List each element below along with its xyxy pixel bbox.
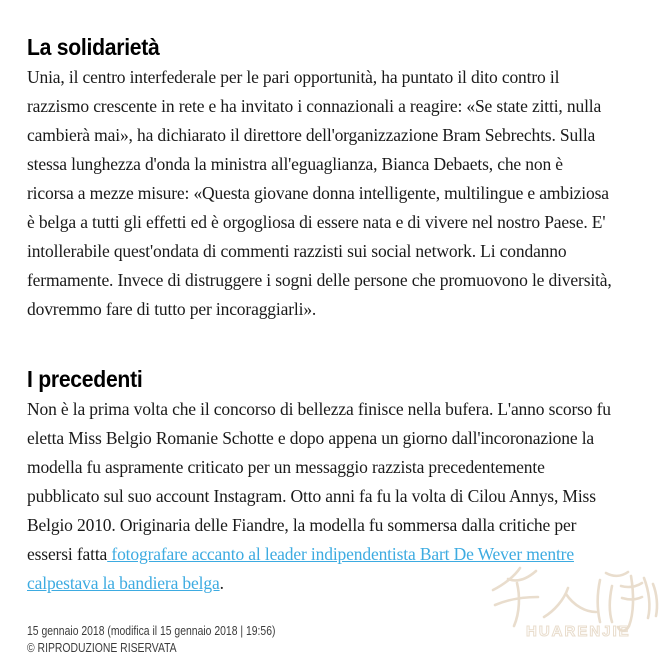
article-footer [27,622,612,656]
copyright-notice: © RIPRODUZIONE RISERVATA [27,640,177,655]
watermark-label: HUARENJIE [526,623,631,640]
article-section-solidarieta [27,34,612,324]
paragraph-text: Non è la prima volta che il concorso di bellezza finisce nella bufera. L'anno scorso fu eletta Miss Belgio Romanie Schotte e dopo appena un giorno dall'incoronazione la modella fu aspramente criticato per un messaggio razzista precedentemente pubblicato sul suo account Instagram. Otto anni fa fu la volta di Cilou Annys, Miss Belgio 2010. Originaria delle Fiandre, la modella fu sommersa dalla critiche per essersi fatta [27,399,611,564]
article-section-precedenti [27,366,612,598]
section-heading-precedenti: I precedenti [27,366,143,392]
section-heading-solidarieta: La solidarietà [27,34,160,60]
inline-link-bart-de-wever[interactable]: fotografare accanto al leader indipendentista Bart De Wever mentre calpestava la bandiera belga [27,544,574,593]
section-paragraph [27,395,612,598]
paragraph-text: Unia, il centro interfederale per le pari opportunità, ha puntato il dito contro il razzismo crescente in rete e ha invitato i connazionali a reagire: «Se state zitti, nulla cambierà mai», ha dichiarato il direttore dell'organizzazione Bram Sebrechts. Sulla stessa lunghezza d'onda la ministra all'eguaglianza, Bianca Debaets, che non è ricorsa a mezze misure: «Questa giovane donna intelligente, multilingue e ambiziosa è belga a tutti gli effetti ed è orgogliosa di essere nata e di vivere nel nostro Paese. E' intollerabile quest'ondata di commenti razzisti sui social network. Li condanno fermamente. Invece di distruggere i sogni delle persone che promuovono le diversità, dovremmo fare di tutto per incoraggiarli». [27,67,612,319]
section-paragraph [27,63,612,324]
publish-date: 15 gennaio 2018 (modifica il 15 gennaio 2018 | 19:56) [27,623,276,638]
paragraph-text: . [219,573,224,593]
